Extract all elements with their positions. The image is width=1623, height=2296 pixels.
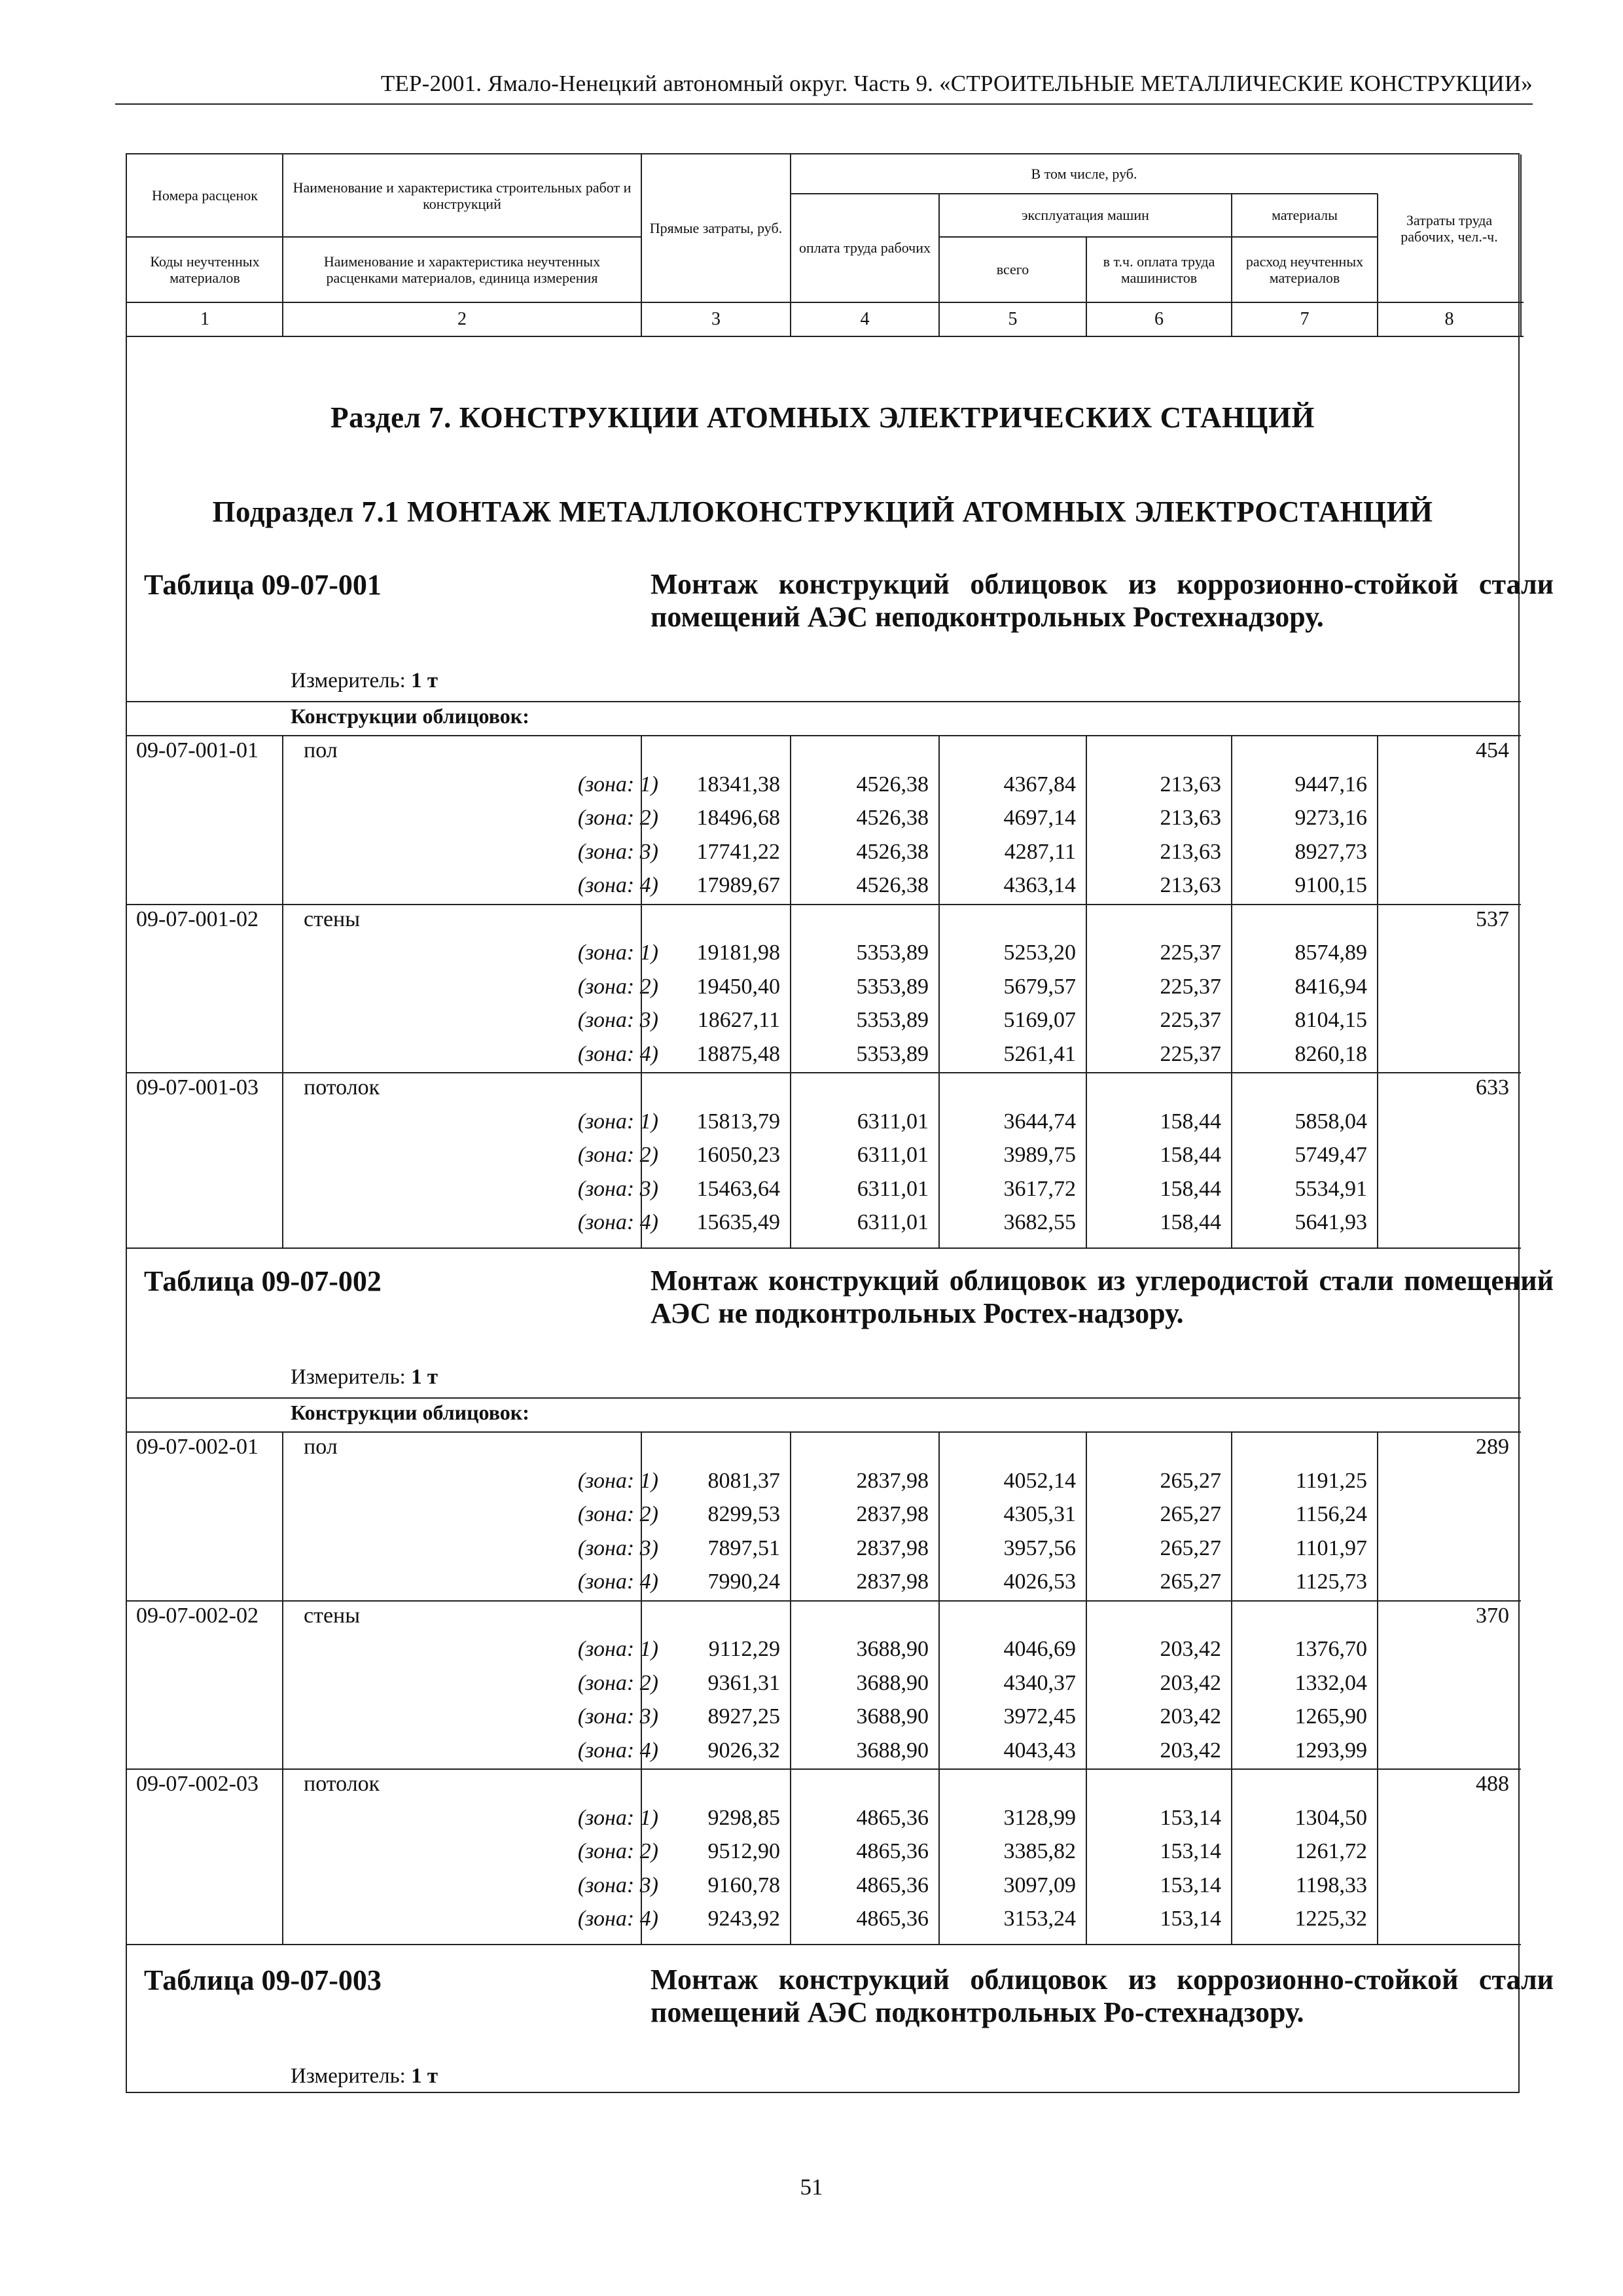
cost-value: 3972,45 bbox=[1003, 1704, 1076, 1729]
cost-value: 265,27 bbox=[1160, 1570, 1221, 1594]
cost-value: 4865,36 bbox=[856, 1805, 929, 1830]
work-name: пол bbox=[304, 1435, 338, 1459]
column-rule bbox=[282, 1432, 283, 1945]
rate-rule bbox=[127, 1072, 1521, 1073]
cost-value: 265,27 bbox=[1160, 1468, 1221, 1493]
cost-value: 8260,18 bbox=[1294, 1041, 1367, 1066]
column-rule bbox=[1086, 1432, 1087, 1945]
header-machines-total: всего bbox=[996, 261, 1029, 278]
cost-value: 9512,90 bbox=[707, 1839, 780, 1863]
zone-label: (зона: 1) bbox=[577, 1109, 658, 1134]
header-direct-costs: Прямые затраты, руб. bbox=[649, 220, 783, 237]
rate-rule bbox=[127, 1600, 1521, 1602]
column-rule bbox=[1377, 736, 1378, 1248]
table-caption: Монтаж конструкций облицовок из коррозионно-стойкой стали помещений АЭС подконтрольных Ро-стехнадзору. bbox=[651, 1964, 1554, 2028]
zone-label: (зона: 4) bbox=[577, 1041, 658, 1066]
cost-value: 153,14 bbox=[1160, 1805, 1221, 1830]
cost-value: 3617,72 bbox=[1003, 1176, 1076, 1201]
cost-value: 5534,91 bbox=[1294, 1176, 1367, 1201]
cost-value: 5261,41 bbox=[1003, 1041, 1076, 1066]
header-material-consumption: расход неучтенных материалов bbox=[1245, 253, 1364, 286]
zone-label: (зона: 1) bbox=[577, 1468, 658, 1493]
cost-value: 8299,53 bbox=[707, 1502, 780, 1526]
cost-value: 4026,53 bbox=[1003, 1570, 1076, 1594]
zone-label: (зона: 3) bbox=[577, 1176, 658, 1201]
cost-value: 2837,98 bbox=[856, 1535, 929, 1560]
cost-value: 4526,38 bbox=[856, 772, 929, 797]
cost-value: 5353,89 bbox=[856, 941, 929, 965]
cost-value: 8104,15 bbox=[1294, 1008, 1367, 1032]
cost-value: 4367,84 bbox=[1003, 772, 1076, 797]
labor-cost: 633 bbox=[1476, 1075, 1509, 1100]
zone-label: (зона: 1) bbox=[577, 1637, 658, 1661]
header-column-number: 2 bbox=[457, 308, 467, 329]
cost-value: 1261,72 bbox=[1294, 1839, 1367, 1863]
cost-value: 6311,01 bbox=[857, 1176, 929, 1201]
cost-value: 3688,90 bbox=[856, 1637, 929, 1661]
header-column-number: 5 bbox=[1008, 308, 1018, 329]
cost-value: 17741,22 bbox=[696, 839, 780, 864]
cost-value: 8927,73 bbox=[1294, 839, 1367, 864]
cost-value: 225,37 bbox=[1160, 941, 1221, 965]
cost-value: 9160,78 bbox=[707, 1873, 780, 1897]
table-caption: Монтаж конструкций облицовок из углеродистой стали помещений АЭС не подконтрольных Ростех-надзору. bbox=[651, 1265, 1554, 1329]
cost-value: 6311,01 bbox=[857, 1143, 929, 1167]
cost-value: 4363,14 bbox=[1003, 873, 1076, 897]
work-name: стены bbox=[304, 1603, 361, 1628]
measure-unit-value: 1 т bbox=[411, 2064, 438, 2088]
header-column-number: 8 bbox=[1444, 308, 1454, 329]
header-column-number: 1 bbox=[200, 308, 209, 329]
table-rule bbox=[127, 1247, 1521, 1249]
rate-rule bbox=[127, 1768, 1521, 1770]
zone-label: (зона: 2) bbox=[577, 1839, 658, 1863]
cost-value: 3153,24 bbox=[1003, 1907, 1076, 1931]
zone-label: (зона: 1) bbox=[577, 941, 658, 965]
cost-value: 213,63 bbox=[1160, 772, 1221, 797]
cost-value: 4526,38 bbox=[856, 873, 929, 897]
rate-code: 09-07-001-03 bbox=[136, 1075, 259, 1100]
rate-code: 09-07-001-02 bbox=[136, 906, 259, 931]
cost-value: 158,44 bbox=[1160, 1176, 1221, 1201]
cost-value: 158,44 bbox=[1160, 1143, 1221, 1167]
cost-value: 3128,99 bbox=[1003, 1805, 1076, 1830]
cost-value: 1125,73 bbox=[1295, 1570, 1367, 1594]
zone-label: (зона: 4) bbox=[577, 1738, 658, 1763]
section-rule bbox=[127, 701, 1521, 702]
cost-value: 4526,38 bbox=[856, 839, 929, 864]
cost-value: 4043,43 bbox=[1003, 1738, 1076, 1763]
cost-value: 4865,36 bbox=[856, 1873, 929, 1897]
cost-value: 9273,16 bbox=[1294, 806, 1367, 830]
zone-label: (зона: 2) bbox=[577, 1143, 658, 1167]
zone-label: (зона: 1) bbox=[577, 772, 658, 797]
cost-value: 3688,90 bbox=[856, 1670, 929, 1695]
cost-value: 8574,89 bbox=[1294, 941, 1367, 965]
cost-value: 15463,64 bbox=[696, 1176, 780, 1201]
column-rule bbox=[790, 736, 791, 1248]
table-label: Таблица 09-07-003 bbox=[144, 1964, 382, 1996]
section-rule bbox=[127, 1431, 1521, 1433]
zone-label: (зона: 3) bbox=[577, 1008, 658, 1032]
cost-value: 153,14 bbox=[1160, 1839, 1221, 1863]
cost-value: 203,42 bbox=[1160, 1704, 1221, 1729]
labor-cost: 370 bbox=[1476, 1603, 1509, 1628]
work-name: потолок bbox=[304, 1772, 380, 1796]
cost-value: 5353,89 bbox=[856, 1041, 929, 1066]
cost-value: 15813,79 bbox=[696, 1109, 780, 1134]
labor-cost: 537 bbox=[1476, 906, 1509, 931]
zone-label: (зона: 3) bbox=[577, 839, 658, 864]
cost-value: 15635,49 bbox=[696, 1210, 780, 1234]
cost-value: 203,42 bbox=[1160, 1637, 1221, 1661]
header-machine-operation: эксплуатация машин bbox=[1022, 207, 1149, 224]
cost-value: 5353,89 bbox=[856, 974, 929, 999]
cost-value: 2837,98 bbox=[856, 1468, 929, 1493]
cost-value: 9100,15 bbox=[1294, 873, 1367, 897]
cost-value: 1156,24 bbox=[1295, 1502, 1367, 1526]
rate-code: 09-07-001-01 bbox=[136, 738, 259, 762]
cost-value: 225,37 bbox=[1160, 974, 1221, 999]
zone-label: (зона: 4) bbox=[577, 873, 658, 897]
header-work-name: Наименование и характеристика строительных работ и конструкций bbox=[293, 179, 632, 212]
running-head-rule bbox=[115, 103, 1533, 105]
header-labor-costs: Затраты труда рабочих, чел.-ч. bbox=[1400, 211, 1498, 245]
column-rule bbox=[641, 736, 642, 1248]
cost-value: 18627,11 bbox=[697, 1008, 780, 1032]
cost-value: 225,37 bbox=[1160, 1008, 1221, 1032]
cost-value: 17989,67 bbox=[696, 873, 780, 897]
cost-value: 8927,25 bbox=[707, 1704, 780, 1729]
cost-value: 19450,40 bbox=[696, 974, 780, 999]
column-rule bbox=[1377, 1432, 1378, 1945]
cost-value: 5749,47 bbox=[1294, 1143, 1367, 1167]
header-column-number: 3 bbox=[711, 308, 721, 329]
cost-value: 3097,09 bbox=[1003, 1873, 1076, 1897]
column-rule bbox=[1086, 736, 1087, 1248]
cost-value: 4287,11 bbox=[1004, 839, 1076, 864]
measure-unit: Измеритель: 1 т bbox=[291, 2064, 438, 2088]
cost-value: 158,44 bbox=[1160, 1210, 1221, 1234]
header-worker-wages: оплата труда рабочих bbox=[799, 240, 931, 257]
header-column-number: 7 bbox=[1300, 308, 1310, 329]
cost-value: 16050,23 bbox=[696, 1143, 780, 1167]
zone-label: (зона: 4) bbox=[577, 1907, 658, 1931]
cost-value: 6311,01 bbox=[857, 1109, 929, 1134]
table-caption: Монтаж конструкций облицовок из коррозионно-стойкой стали помещений АЭС неподконтрольных Ростехнадзору. bbox=[651, 568, 1554, 633]
cost-value: 9298,85 bbox=[707, 1805, 780, 1830]
cost-value: 3957,56 bbox=[1003, 1535, 1076, 1560]
zone-label: (зона: 4) bbox=[577, 1210, 658, 1234]
column-rule bbox=[1231, 1432, 1232, 1945]
cost-value: 1191,25 bbox=[1295, 1468, 1367, 1493]
group-label: Конструкции облицовок: bbox=[291, 1401, 529, 1424]
cost-value: 4052,14 bbox=[1003, 1468, 1076, 1493]
column-rule bbox=[282, 736, 283, 1248]
header-column-number: 6 bbox=[1154, 308, 1164, 329]
cost-value: 3688,90 bbox=[856, 1738, 929, 1763]
labor-cost: 289 bbox=[1476, 1435, 1509, 1459]
labor-cost: 454 bbox=[1476, 738, 1509, 762]
zone-label: (зона: 3) bbox=[577, 1873, 658, 1897]
header-column-number: 4 bbox=[860, 308, 870, 329]
cost-value: 18496,68 bbox=[696, 806, 780, 830]
measure-unit: Измеритель: 1 т bbox=[291, 669, 438, 692]
rate-code: 09-07-002-02 bbox=[136, 1603, 259, 1628]
subsection-title: Подраздел 7.1 МОНТАЖ МЕТАЛЛОКОНСТРУКЦИЙ АТОМНЫХ ЭЛЕКТРОСТАНЦИЙ bbox=[212, 495, 1433, 528]
measure-unit-value: 1 т bbox=[411, 1365, 438, 1389]
rate-code: 09-07-002-03 bbox=[136, 1772, 259, 1796]
work-name: стены bbox=[304, 906, 361, 931]
section-rule bbox=[127, 735, 1521, 736]
header-including: В том числе, руб. bbox=[1031, 166, 1137, 183]
cost-value: 1376,70 bbox=[1294, 1637, 1367, 1661]
cost-value: 9026,32 bbox=[707, 1738, 780, 1763]
cost-value: 7897,51 bbox=[707, 1535, 780, 1560]
table-label: Таблица 09-07-001 bbox=[144, 569, 382, 601]
cost-value: 3385,82 bbox=[1003, 1839, 1076, 1863]
cost-value: 5641,93 bbox=[1294, 1210, 1367, 1234]
cost-value: 153,14 bbox=[1160, 1873, 1221, 1897]
cost-value: 9112,29 bbox=[708, 1637, 780, 1661]
zone-label: (зона: 2) bbox=[577, 1670, 658, 1695]
cost-value: 2837,98 bbox=[856, 1570, 929, 1594]
section-title: Раздел 7. КОНСТРУКЦИИ АТОМНЫХ ЭЛЕКТРИЧЕСКИХ СТАНЦИЙ bbox=[330, 401, 1315, 434]
cost-value: 1265,90 bbox=[1294, 1704, 1367, 1729]
cost-value: 225,37 bbox=[1160, 1041, 1221, 1066]
cost-value: 7990,24 bbox=[707, 1570, 780, 1594]
header-operator-wages: в т.ч. оплата труда машинистов bbox=[1103, 253, 1215, 286]
cost-value: 5679,57 bbox=[1003, 974, 1076, 999]
cost-value: 213,63 bbox=[1160, 839, 1221, 864]
price-table-frame bbox=[126, 153, 1554, 2093]
cost-value: 9361,31 bbox=[707, 1670, 780, 1695]
cost-value: 1225,32 bbox=[1294, 1907, 1367, 1931]
cost-value: 265,27 bbox=[1160, 1502, 1221, 1526]
running-head: ТЕР-2001. Ямало-Ненецкий автономный округ. Часть 9. «СТРОИТЕЛЬНЫЕ МЕТАЛЛИЧЕСКИЕ КОНСТРУКЦИИ» bbox=[380, 71, 1533, 96]
measure-unit-value: 1 т bbox=[411, 669, 438, 692]
cost-value: 4340,37 bbox=[1003, 1670, 1076, 1695]
cost-value: 8416,94 bbox=[1294, 974, 1367, 999]
group-label: Конструкции облицовок: bbox=[291, 704, 529, 728]
zone-label: (зона: 3) bbox=[577, 1535, 658, 1560]
zone-label: (зона: 2) bbox=[577, 974, 658, 999]
cost-value: 4046,69 bbox=[1003, 1637, 1076, 1661]
zone-label: (зона: 4) bbox=[577, 1570, 658, 1594]
zone-label: (зона: 2) bbox=[577, 806, 658, 830]
cost-value: 4697,14 bbox=[1003, 806, 1076, 830]
cost-value: 1101,97 bbox=[1295, 1535, 1367, 1560]
cost-value: 18341,38 bbox=[696, 772, 780, 797]
rate-rule bbox=[127, 904, 1521, 905]
rate-code: 09-07-002-01 bbox=[136, 1435, 259, 1459]
cost-value: 5858,04 bbox=[1294, 1109, 1367, 1134]
header-rate-numbers: Номера расценок bbox=[152, 187, 258, 204]
cost-value: 5353,89 bbox=[856, 1008, 929, 1032]
cost-value: 1332,04 bbox=[1294, 1670, 1367, 1695]
cost-value: 18875,48 bbox=[696, 1041, 780, 1066]
work-name: потолок bbox=[304, 1075, 380, 1100]
cost-value: 265,27 bbox=[1160, 1535, 1221, 1560]
section-rule bbox=[127, 1397, 1521, 1399]
cost-value: 1293,99 bbox=[1294, 1738, 1367, 1763]
labor-cost: 488 bbox=[1476, 1772, 1509, 1796]
cost-value: 203,42 bbox=[1160, 1738, 1221, 1763]
cost-value: 203,42 bbox=[1160, 1670, 1221, 1695]
work-name: пол bbox=[304, 738, 338, 762]
cost-value: 1304,50 bbox=[1294, 1805, 1367, 1830]
table-label: Таблица 09-07-002 bbox=[144, 1265, 382, 1297]
cost-value: 3989,75 bbox=[1003, 1143, 1076, 1167]
page-number: 51 bbox=[800, 2174, 823, 2200]
cost-value: 5253,20 bbox=[1003, 941, 1076, 965]
column-rule bbox=[938, 1432, 940, 1945]
cost-value: 4526,38 bbox=[856, 806, 929, 830]
column-rule bbox=[790, 1432, 791, 1945]
cost-value: 4865,36 bbox=[856, 1907, 929, 1931]
cost-value: 2837,98 bbox=[856, 1502, 929, 1526]
cost-value: 3688,90 bbox=[856, 1704, 929, 1729]
cost-value: 5169,07 bbox=[1003, 1008, 1076, 1032]
cost-value: 8081,37 bbox=[707, 1468, 780, 1493]
header-material-codes: Коды неучтенных материалов bbox=[150, 253, 260, 286]
zone-label: (зона: 2) bbox=[577, 1502, 658, 1526]
measure-unit: Измеритель: 1 т bbox=[291, 1365, 438, 1389]
zone-label: (зона: 3) bbox=[577, 1704, 658, 1729]
header-material-name: Наименование и характеристика неучтенных расценками материалов, единица измерения bbox=[323, 253, 601, 286]
cost-value: 3644,74 bbox=[1003, 1109, 1076, 1134]
cost-value: 9447,16 bbox=[1294, 772, 1367, 797]
table-rule bbox=[127, 1944, 1521, 1945]
column-rule bbox=[938, 736, 940, 1248]
cost-value: 19181,98 bbox=[696, 941, 780, 965]
cost-value: 6311,01 bbox=[857, 1210, 929, 1234]
cost-value: 3682,55 bbox=[1003, 1210, 1076, 1234]
cost-value: 1198,33 bbox=[1295, 1873, 1367, 1897]
column-rule bbox=[1231, 736, 1232, 1248]
cost-value: 158,44 bbox=[1160, 1109, 1221, 1134]
cost-value: 9243,92 bbox=[707, 1907, 780, 1931]
header-materials: материалы bbox=[1272, 207, 1338, 224]
cost-value: 153,14 bbox=[1160, 1907, 1221, 1931]
cost-value: 213,63 bbox=[1160, 806, 1221, 830]
cost-value: 213,63 bbox=[1160, 873, 1221, 897]
cost-value: 4305,31 bbox=[1003, 1502, 1076, 1526]
cost-value: 4865,36 bbox=[856, 1839, 929, 1863]
zone-label: (зона: 1) bbox=[577, 1805, 658, 1830]
column-rule bbox=[641, 1432, 642, 1945]
